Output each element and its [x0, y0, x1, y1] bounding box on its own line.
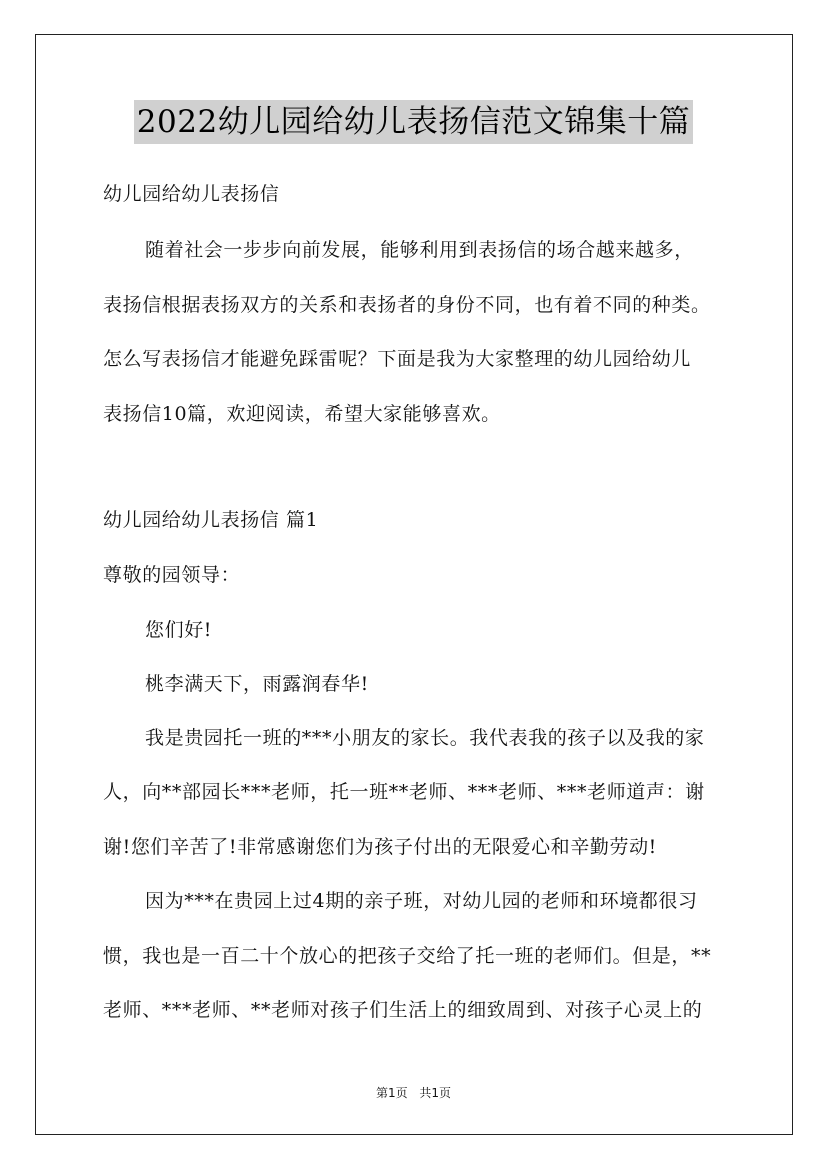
paragraph-line: 因为***在贵园上过4期的亲子班，对幼儿园的老师和环境都很习 — [145, 890, 698, 912]
title-container — [0, 100, 827, 144]
paragraph-line: 表扬信根据表扬双方的关系和表扬者的身份不同，也有着不同的种类。 — [103, 294, 711, 316]
section-heading: 幼儿园给幼儿表扬信 — [103, 183, 280, 205]
greeting: 您们好! — [145, 619, 213, 641]
paragraph-line: 老师、***老师、**老师对孩子们生活上的细致周到、对孩子心灵上的 — [103, 999, 703, 1021]
paragraph-line: 怎么写表扬信才能避免踩雷呢？下面是我为大家整理的幼儿园给幼儿 — [103, 348, 692, 370]
salutation: 尊敬的园领导： — [103, 564, 241, 586]
paragraph-line: 桃李满天下，雨露润春华! — [145, 673, 369, 695]
paragraph-line: 表扬信10篇，欢迎阅读，希望大家能够喜欢。 — [103, 403, 501, 425]
section-heading: 幼儿园给幼儿表扬信 篇1 — [103, 509, 319, 531]
page-number: 第1页 — [375, 1086, 408, 1100]
paragraph-line: 我是贵园托一班的***小朋友的家长。我代表我的孩子以及我的家 — [145, 727, 705, 749]
paragraph-line: 惯，我也是一百二十个放心的把孩子交给了托一班的老师们。但是，** — [103, 945, 712, 967]
paragraph-line: 人，向**部园长***老师，托一班**老师、***老师、***老师道声：谢 — [103, 781, 705, 803]
paragraph-line: 谢!您们辛苦了!非常感谢您们为孩子付出的无限爱心和辛勤劳动! — [103, 836, 657, 858]
paragraph-line: 随着社会一步步向前发展，能够利用到表扬信的场合越来越多， — [145, 239, 694, 261]
document-title: 2022幼儿园给幼儿表扬信范文锦集十篇 — [134, 100, 693, 144]
page-footer — [0, 1085, 827, 1101]
page-total: 共1页 — [419, 1086, 452, 1100]
